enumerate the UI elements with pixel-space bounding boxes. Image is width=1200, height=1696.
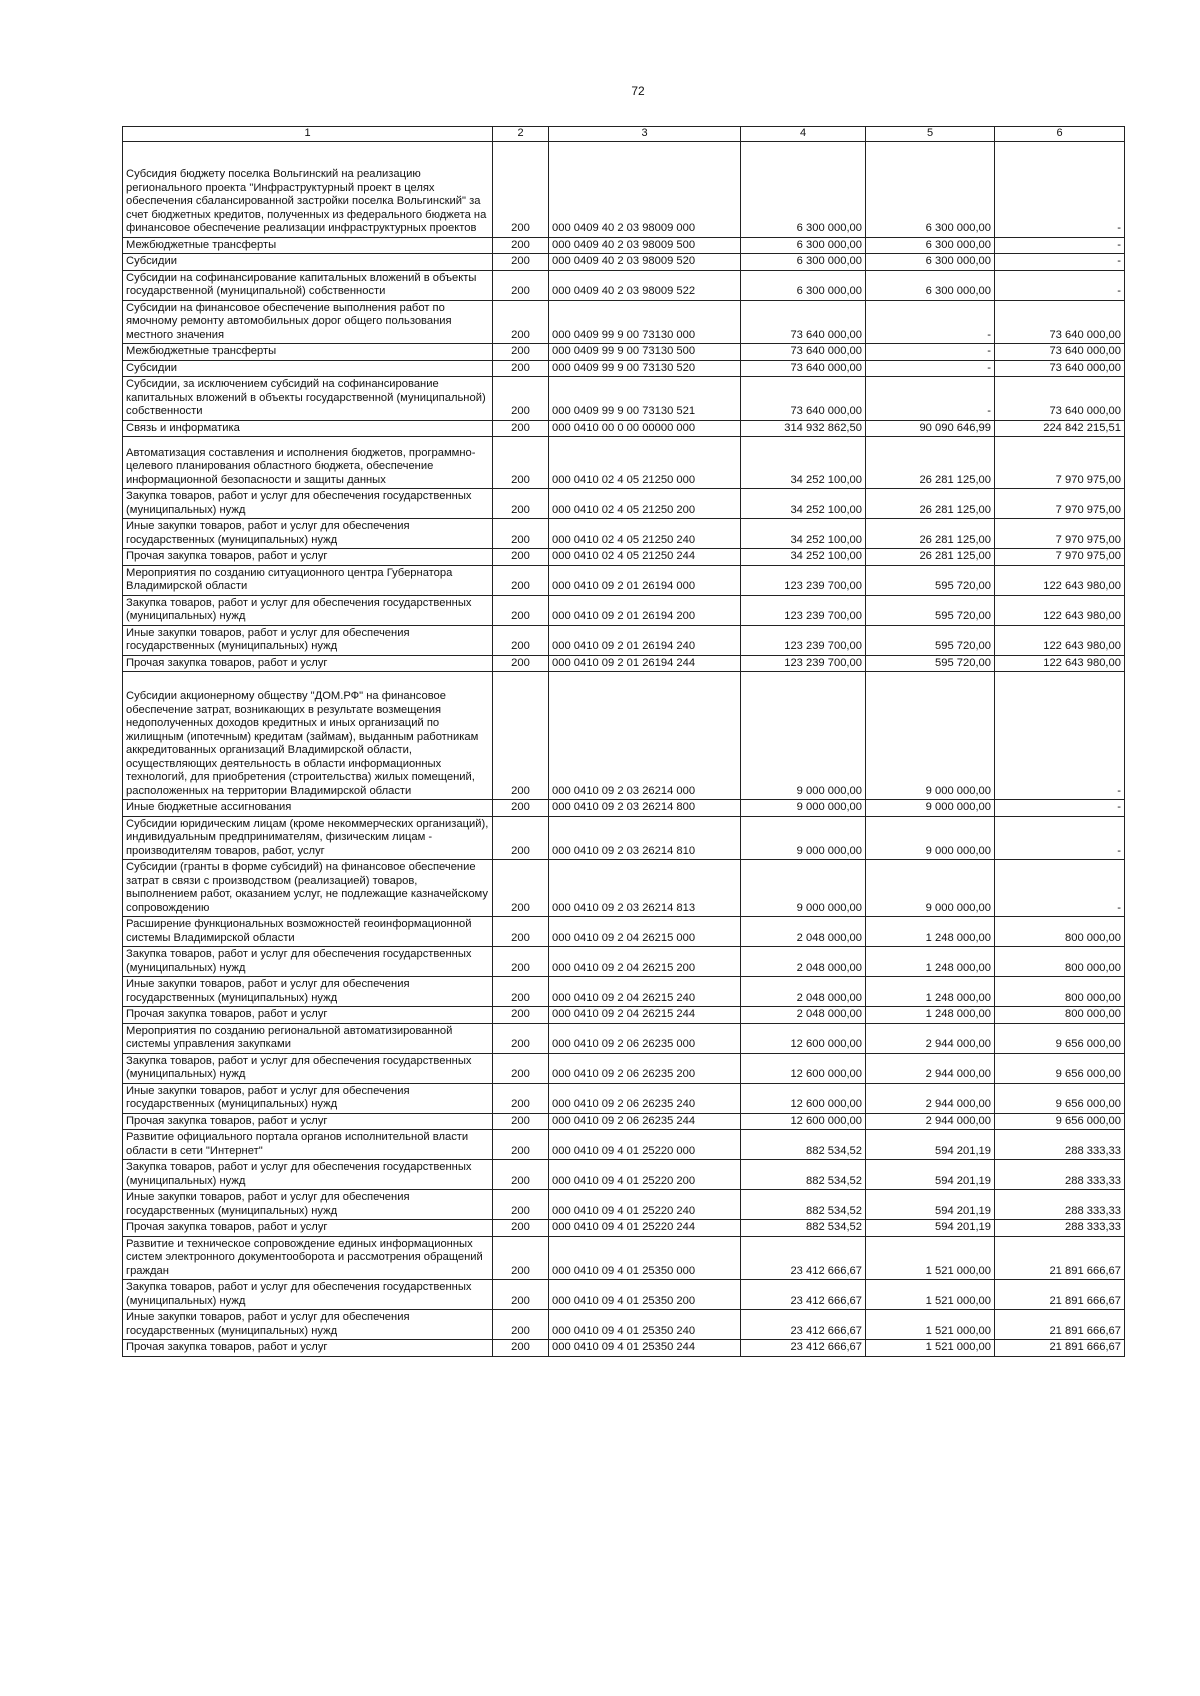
amount-col4: 34 252 100,00	[741, 489, 866, 519]
amount-col6: 21 891 666,67	[995, 1236, 1125, 1280]
row-name: Развитие и техническое сопровождение единых информационных систем электронного документооборота и рассмотрения обращений граждан	[123, 1236, 493, 1280]
row-name: Прочая закупка товаров, работ и услуг	[123, 1220, 493, 1237]
amount-col5: 90 090 646,99	[866, 420, 995, 437]
admin-code: 200	[493, 420, 549, 437]
amount-col5: 2 944 000,00	[866, 1113, 995, 1130]
budget-code: 000 0410 09 2 01 26194 200	[549, 595, 741, 625]
column-header: 1	[123, 127, 493, 142]
amount-col4: 9 000 000,00	[741, 860, 866, 917]
amount-col6: 122 643 980,00	[995, 625, 1125, 655]
budget-code: 000 0409 99 9 00 73130 500	[549, 344, 741, 361]
amount-col6: 73 640 000,00	[995, 300, 1125, 344]
amount-col4: 9 000 000,00	[741, 816, 866, 860]
amount-col6: 7 970 975,00	[995, 437, 1125, 489]
amount-col4: 6 300 000,00	[741, 237, 866, 254]
admin-code: 200	[493, 141, 549, 237]
row-name: Иные закупки товаров, работ и услуг для обеспечения государственных (муниципальных) нужд	[123, 625, 493, 655]
amount-col4: 73 640 000,00	[741, 300, 866, 344]
amount-col6: -	[995, 270, 1125, 300]
row-name: Закупка товаров, работ и услуг для обеспечения государственных (муниципальных) нужд	[123, 947, 493, 977]
amount-col5: 6 300 000,00	[866, 141, 995, 237]
table-row	[123, 549, 1125, 566]
budget-code: 000 0410 09 2 04 26215 200	[549, 947, 741, 977]
table-row	[123, 254, 1125, 271]
budget-code: 000 0410 09 4 01 25350 200	[549, 1280, 741, 1310]
admin-code: 200	[493, 1083, 549, 1113]
amount-col5: 594 201,19	[866, 1130, 995, 1160]
amount-col4: 2 048 000,00	[741, 947, 866, 977]
amount-col5: 6 300 000,00	[866, 254, 995, 271]
admin-code: 200	[493, 1007, 549, 1024]
budget-code: 000 0410 09 2 06 26235 240	[549, 1083, 741, 1113]
budget-code: 000 0410 09 2 01 26194 000	[549, 565, 741, 595]
admin-code: 200	[493, 237, 549, 254]
admin-code: 200	[493, 1340, 549, 1357]
budget-code: 000 0409 40 2 03 98009 500	[549, 237, 741, 254]
header-row	[123, 127, 1125, 142]
budget-code: 000 0410 09 4 01 25350 000	[549, 1236, 741, 1280]
amount-col5: 26 281 125,00	[866, 549, 995, 566]
amount-col4: 23 412 666,67	[741, 1340, 866, 1357]
amount-col6: 21 891 666,67	[995, 1280, 1125, 1310]
budget-code: 000 0409 40 2 03 98009 520	[549, 254, 741, 271]
table-body	[123, 141, 1125, 1356]
amount-col6: 288 333,33	[995, 1190, 1125, 1220]
budget-code: 000 0410 09 2 06 26235 000	[549, 1023, 741, 1053]
budget-code: 000 0410 02 4 05 21250 200	[549, 489, 741, 519]
amount-col5: 595 720,00	[866, 625, 995, 655]
admin-code: 200	[493, 1190, 549, 1220]
table-row	[123, 237, 1125, 254]
row-name: Автоматизация составления и исполнения бюджетов, программно-целевого планирования областного бюджета, обеспечение информационной безопасности и защиты данных	[123, 437, 493, 489]
admin-code: 200	[493, 625, 549, 655]
amount-col6: 288 333,33	[995, 1160, 1125, 1190]
amount-col4: 34 252 100,00	[741, 519, 866, 549]
amount-col4: 23 412 666,67	[741, 1236, 866, 1280]
table-row	[123, 1023, 1125, 1053]
budget-code: 000 0410 02 4 05 21250 000	[549, 437, 741, 489]
row-name: Прочая закупка товаров, работ и услуг	[123, 1113, 493, 1130]
row-name: Субсидия бюджету поселка Вольгинский на реализацию регионального проекта "Инфраструктурный проект в целях обеспечения сбалансированной застройки поселка Вольгинский" за счет бюджетных кредитов, полученных из федерального бюджета на финансовое обеспечение реализации инфраструктурных проектов	[123, 141, 493, 237]
amount-col6: 21 891 666,67	[995, 1310, 1125, 1340]
budget-code: 000 0410 09 2 04 26215 244	[549, 1007, 741, 1024]
amount-col4: 34 252 100,00	[741, 549, 866, 566]
admin-code: 200	[493, 344, 549, 361]
table-row	[123, 860, 1125, 917]
table-row	[123, 360, 1125, 377]
admin-code: 200	[493, 800, 549, 817]
amount-col5: 1 521 000,00	[866, 1280, 995, 1310]
amount-col6: -	[995, 237, 1125, 254]
row-name: Субсидии на софинансирование капитальных вложений в объекты государственной (муниципальной) собственности	[123, 270, 493, 300]
amount-col4: 123 239 700,00	[741, 595, 866, 625]
row-name: Расширение функциональных возможностей геоинформационной системы Владимирской области	[123, 917, 493, 947]
table-row	[123, 1236, 1125, 1280]
column-header: 6	[995, 127, 1125, 142]
admin-code: 200	[493, 254, 549, 271]
budget-code: 000 0410 09 2 01 26194 244	[549, 655, 741, 672]
amount-col5: 26 281 125,00	[866, 489, 995, 519]
table-row	[123, 1083, 1125, 1113]
row-name: Прочая закупка товаров, работ и услуг	[123, 549, 493, 566]
table-row	[123, 141, 1125, 237]
table-row	[123, 565, 1125, 595]
table-row	[123, 519, 1125, 549]
amount-col5: 9 000 000,00	[866, 816, 995, 860]
amount-col4: 2 048 000,00	[741, 977, 866, 1007]
admin-code: 200	[493, 977, 549, 1007]
row-name: Развитие официального портала органов исполнительной власти области в сети "Интернет"	[123, 1130, 493, 1160]
amount-col6: -	[995, 816, 1125, 860]
amount-col5: 1 248 000,00	[866, 977, 995, 1007]
column-header: 3	[549, 127, 741, 142]
budget-code: 000 0410 09 4 01 25220 000	[549, 1130, 741, 1160]
amount-col5: 595 720,00	[866, 595, 995, 625]
amount-col6: 21 891 666,67	[995, 1340, 1125, 1357]
row-name: Прочая закупка товаров, работ и услуг	[123, 1340, 493, 1357]
admin-code: 200	[493, 1053, 549, 1083]
admin-code: 200	[493, 816, 549, 860]
table-row	[123, 977, 1125, 1007]
amount-col5: 1 248 000,00	[866, 917, 995, 947]
table-row	[123, 420, 1125, 437]
amount-col6: 122 643 980,00	[995, 595, 1125, 625]
row-name: Закупка товаров, работ и услуг для обеспечения государственных (муниципальных) нужд	[123, 595, 493, 625]
amount-col5: 2 944 000,00	[866, 1083, 995, 1113]
budget-code: 000 0410 09 4 01 25220 200	[549, 1160, 741, 1190]
amount-col6: 9 656 000,00	[995, 1113, 1125, 1130]
table-row	[123, 1190, 1125, 1220]
admin-code: 200	[493, 549, 549, 566]
table-row	[123, 270, 1125, 300]
amount-col4: 2 048 000,00	[741, 917, 866, 947]
table-row	[123, 1280, 1125, 1310]
budget-code: 000 0410 09 4 01 25350 240	[549, 1310, 741, 1340]
admin-code: 200	[493, 300, 549, 344]
amount-col4: 6 300 000,00	[741, 141, 866, 237]
row-name: Субсидии (гранты в форме субсидий) на финансовое обеспечение затрат в связи с производством (реализацией) товаров, выполнением работ, оказанием услуг, не подлежащие казначейскому сопровождению	[123, 860, 493, 917]
admin-code: 200	[493, 270, 549, 300]
amount-col5: 9 000 000,00	[866, 800, 995, 817]
table-row	[123, 917, 1125, 947]
row-name: Иные закупки товаров, работ и услуг для обеспечения государственных (муниципальных) нужд	[123, 1190, 493, 1220]
row-name: Иные закупки товаров, работ и услуг для обеспечения государственных (муниципальных) нужд	[123, 977, 493, 1007]
amount-col4: 882 534,52	[741, 1190, 866, 1220]
budget-code: 000 0410 09 4 01 25220 240	[549, 1190, 741, 1220]
admin-code: 200	[493, 1160, 549, 1190]
table-row	[123, 489, 1125, 519]
budget-code: 000 0410 09 2 03 26214 800	[549, 800, 741, 817]
amount-col4: 73 640 000,00	[741, 377, 866, 421]
admin-code: 200	[493, 595, 549, 625]
table-row	[123, 1007, 1125, 1024]
row-name: Прочая закупка товаров, работ и услуг	[123, 1007, 493, 1024]
amount-col4: 23 412 666,67	[741, 1280, 866, 1310]
amount-col5: 26 281 125,00	[866, 437, 995, 489]
admin-code: 200	[493, 1220, 549, 1237]
amount-col6: 73 640 000,00	[995, 344, 1125, 361]
budget-code: 000 0410 09 2 03 26214 813	[549, 860, 741, 917]
amount-col6: 800 000,00	[995, 917, 1125, 947]
table-row	[123, 344, 1125, 361]
admin-code: 200	[493, 1113, 549, 1130]
amount-col5: 1 248 000,00	[866, 1007, 995, 1024]
amount-col4: 9 000 000,00	[741, 800, 866, 817]
table-row	[123, 816, 1125, 860]
amount-col5: 594 201,19	[866, 1220, 995, 1237]
table-row	[123, 1220, 1125, 1237]
budget-code: 000 0410 09 4 01 25220 244	[549, 1220, 741, 1237]
page-number: 72	[631, 84, 645, 98]
row-name: Субсидии юридическим лицам (кроме некоммерческих организаций), индивидуальным предпринимателям, физическим лицам - производителям товаров, работ, услуг	[123, 816, 493, 860]
amount-col4: 882 534,52	[741, 1220, 866, 1237]
row-name: Связь и информатика	[123, 420, 493, 437]
amount-col5: -	[866, 344, 995, 361]
row-name: Субсидии	[123, 360, 493, 377]
amount-col6: -	[995, 672, 1125, 800]
amount-col5: -	[866, 300, 995, 344]
amount-col6: 7 970 975,00	[995, 489, 1125, 519]
table-row	[123, 300, 1125, 344]
amount-col5: 2 944 000,00	[866, 1053, 995, 1083]
amount-col6: 7 970 975,00	[995, 549, 1125, 566]
amount-col6: 73 640 000,00	[995, 377, 1125, 421]
admin-code: 200	[493, 947, 549, 977]
row-name: Субсидии акционерному обществу "ДОМ.РФ" на финансовое обеспечение затрат, возникающих в результате возмещения недополученных доходов кредитных и иных организаций по жилищным (ипотечным) кредитам (займам), выданным работникам аккредитованных организаций Владимирской области, осуществляющих деятельность в области информационных технологий, для приобретения (строительства) жилых помещений, расположенных на территории Владимирской области	[123, 672, 493, 800]
amount-col4: 73 640 000,00	[741, 360, 866, 377]
row-name: Субсидии, за исключением субсидий на софинансирование капитальных вложений в объекты государственной (муниципальной) собственности	[123, 377, 493, 421]
row-name: Субсидии	[123, 254, 493, 271]
amount-col6: 9 656 000,00	[995, 1083, 1125, 1113]
budget-code: 000 0410 09 2 04 26215 240	[549, 977, 741, 1007]
table-row	[123, 1340, 1125, 1357]
table-row	[123, 800, 1125, 817]
amount-col4: 123 239 700,00	[741, 565, 866, 595]
amount-col5: 1 521 000,00	[866, 1310, 995, 1340]
admin-code: 200	[493, 860, 549, 917]
budget-code: 000 0409 40 2 03 98009 000	[549, 141, 741, 237]
budget-code: 000 0409 99 9 00 73130 520	[549, 360, 741, 377]
row-name: Мероприятия по созданию ситуационного центра Губернатора Владимирской области	[123, 565, 493, 595]
amount-col6: 800 000,00	[995, 947, 1125, 977]
amount-col5: 6 300 000,00	[866, 237, 995, 254]
amount-col5: 1 248 000,00	[866, 947, 995, 977]
amount-col4: 314 932 862,50	[741, 420, 866, 437]
amount-col6: 73 640 000,00	[995, 360, 1125, 377]
admin-code: 200	[493, 519, 549, 549]
admin-code: 200	[493, 672, 549, 800]
amount-col6: 122 643 980,00	[995, 655, 1125, 672]
budget-code: 000 0409 99 9 00 73130 521	[549, 377, 741, 421]
amount-col5: 1 521 000,00	[866, 1340, 995, 1357]
table-row	[123, 625, 1125, 655]
amount-col4: 6 300 000,00	[741, 254, 866, 271]
amount-col6: 9 656 000,00	[995, 1053, 1125, 1083]
row-name: Межбюджетные трансферты	[123, 237, 493, 254]
amount-col5: 1 521 000,00	[866, 1236, 995, 1280]
amount-col5: -	[866, 377, 995, 421]
admin-code: 200	[493, 360, 549, 377]
amount-col5: 9 000 000,00	[866, 860, 995, 917]
row-name: Прочая закупка товаров, работ и услуг	[123, 655, 493, 672]
admin-code: 200	[493, 565, 549, 595]
row-name: Иные закупки товаров, работ и услуг для обеспечения государственных (муниципальных) нужд	[123, 519, 493, 549]
budget-code: 000 0410 09 2 06 26235 244	[549, 1113, 741, 1130]
amount-col4: 9 000 000,00	[741, 672, 866, 800]
budget-table	[122, 126, 1125, 1357]
amount-col4: 123 239 700,00	[741, 625, 866, 655]
table-row	[123, 595, 1125, 625]
admin-code: 200	[493, 377, 549, 421]
amount-col4: 882 534,52	[741, 1130, 866, 1160]
amount-col6: 7 970 975,00	[995, 519, 1125, 549]
amount-col4: 12 600 000,00	[741, 1083, 866, 1113]
row-name: Межбюджетные трансферты	[123, 344, 493, 361]
amount-col6: 288 333,33	[995, 1220, 1125, 1237]
amount-col6: 122 643 980,00	[995, 565, 1125, 595]
amount-col6: -	[995, 141, 1125, 237]
admin-code: 200	[493, 437, 549, 489]
table-row	[123, 1053, 1125, 1083]
row-name: Мероприятия по созданию региональной автоматизированной системы управления закупками	[123, 1023, 493, 1053]
amount-col5: 6 300 000,00	[866, 270, 995, 300]
row-name: Иные закупки товаров, работ и услуг для обеспечения государственных (муниципальных) нужд	[123, 1083, 493, 1113]
row-name: Закупка товаров, работ и услуг для обеспечения государственных (муниципальных) нужд	[123, 489, 493, 519]
table-row	[123, 1130, 1125, 1160]
budget-code: 000 0410 09 2 06 26235 200	[549, 1053, 741, 1083]
budget-code: 000 0409 99 9 00 73130 000	[549, 300, 741, 344]
amount-col5: 2 944 000,00	[866, 1023, 995, 1053]
amount-col6: 800 000,00	[995, 1007, 1125, 1024]
row-name: Закупка товаров, работ и услуг для обеспечения государственных (муниципальных) нужд	[123, 1053, 493, 1083]
budget-code: 000 0410 09 2 04 26215 000	[549, 917, 741, 947]
amount-col4: 23 412 666,67	[741, 1310, 866, 1340]
amount-col6: 288 333,33	[995, 1130, 1125, 1160]
column-header: 2	[493, 127, 549, 142]
amount-col5: 595 720,00	[866, 565, 995, 595]
row-name: Закупка товаров, работ и услуг для обеспечения государственных (муниципальных) нужд	[123, 1280, 493, 1310]
admin-code: 200	[493, 1130, 549, 1160]
amount-col6: -	[995, 800, 1125, 817]
amount-col6: 800 000,00	[995, 977, 1125, 1007]
table-row	[123, 437, 1125, 489]
admin-code: 200	[493, 1310, 549, 1340]
row-name: Закупка товаров, работ и услуг для обеспечения государственных (муниципальных) нужд	[123, 1160, 493, 1190]
amount-col6: 9 656 000,00	[995, 1023, 1125, 1053]
budget-code: 000 0410 09 2 03 26214 000	[549, 672, 741, 800]
amount-col5: 594 201,19	[866, 1160, 995, 1190]
amount-col6: -	[995, 860, 1125, 917]
amount-col5: 594 201,19	[866, 1190, 995, 1220]
admin-code: 200	[493, 489, 549, 519]
column-header: 5	[866, 127, 995, 142]
amount-col4: 882 534,52	[741, 1160, 866, 1190]
amount-col4: 123 239 700,00	[741, 655, 866, 672]
table-row	[123, 672, 1125, 800]
table-row	[123, 947, 1125, 977]
budget-code: 000 0410 02 4 05 21250 244	[549, 549, 741, 566]
amount-col5: -	[866, 360, 995, 377]
row-name: Субсидии на финансовое обеспечение выполнения работ по ямочному ремонту автомобильных дорог общего пользования местного значения	[123, 300, 493, 344]
table-row	[123, 1113, 1125, 1130]
amount-col4: 12 600 000,00	[741, 1053, 866, 1083]
budget-code: 000 0410 09 2 01 26194 240	[549, 625, 741, 655]
amount-col6: 224 842 215,51	[995, 420, 1125, 437]
amount-col5: 595 720,00	[866, 655, 995, 672]
admin-code: 200	[493, 1280, 549, 1310]
amount-col4: 12 600 000,00	[741, 1023, 866, 1053]
table-row	[123, 1160, 1125, 1190]
table-row	[123, 377, 1125, 421]
amount-col5: 26 281 125,00	[866, 519, 995, 549]
column-header: 4	[741, 127, 866, 142]
budget-code: 000 0410 00 0 00 00000 000	[549, 420, 741, 437]
table-row	[123, 1310, 1125, 1340]
budget-code: 000 0410 02 4 05 21250 240	[549, 519, 741, 549]
amount-col4: 34 252 100,00	[741, 437, 866, 489]
row-name: Иные бюджетные ассигнования	[123, 800, 493, 817]
amount-col4: 2 048 000,00	[741, 1007, 866, 1024]
amount-col4: 6 300 000,00	[741, 270, 866, 300]
budget-code: 000 0410 09 2 03 26214 810	[549, 816, 741, 860]
amount-col4: 12 600 000,00	[741, 1113, 866, 1130]
table-row	[123, 655, 1125, 672]
amount-col5: 9 000 000,00	[866, 672, 995, 800]
budget-code: 000 0410 09 4 01 25350 244	[549, 1340, 741, 1357]
admin-code: 200	[493, 655, 549, 672]
amount-col4: 73 640 000,00	[741, 344, 866, 361]
admin-code: 200	[493, 917, 549, 947]
amount-col6: -	[995, 254, 1125, 271]
admin-code: 200	[493, 1023, 549, 1053]
admin-code: 200	[493, 1236, 549, 1280]
budget-code: 000 0409 40 2 03 98009 522	[549, 270, 741, 300]
row-name: Иные закупки товаров, работ и услуг для обеспечения государственных (муниципальных) нужд	[123, 1310, 493, 1340]
